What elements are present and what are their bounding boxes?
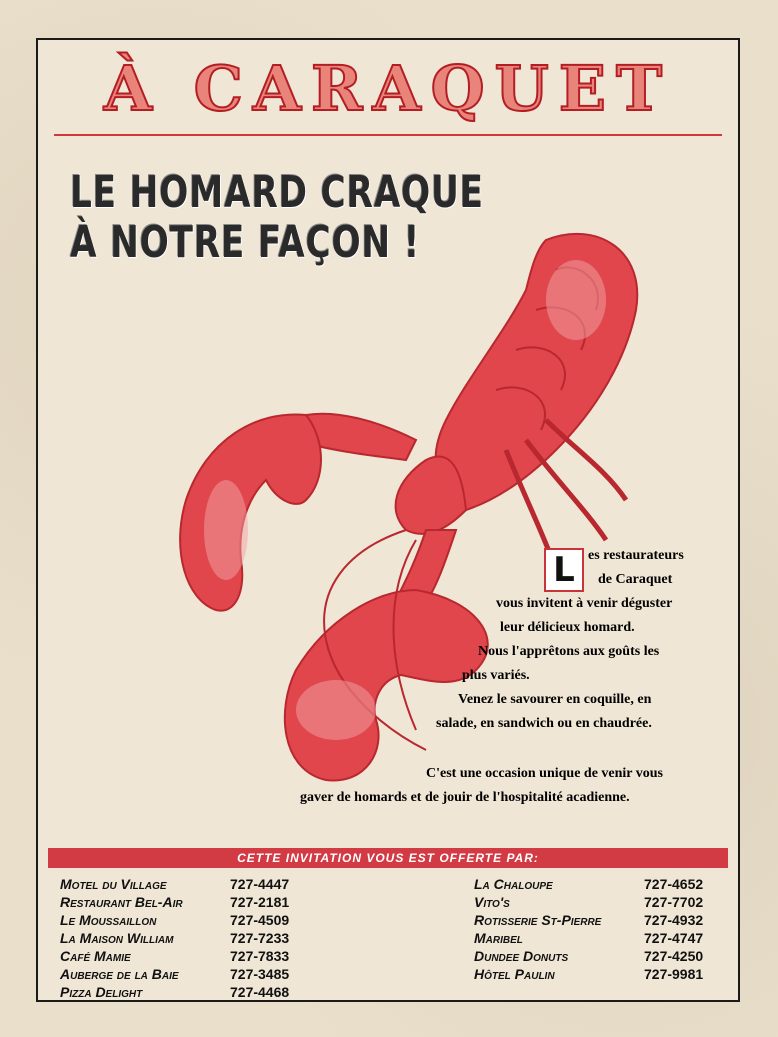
sponsor-row: [474, 948, 703, 966]
sponsor-phone: 727-9981: [644, 966, 704, 982]
masthead-title: À CARAQUET: [103, 52, 673, 125]
sponsor-name: Maribel: [474, 930, 523, 946]
sponsor-row: [60, 912, 289, 930]
sponsor-row: [474, 894, 703, 912]
sponsor-name: Dundee Donuts: [474, 948, 569, 964]
sponsor-list-left: [60, 876, 289, 1002]
sponsor-phone: 727-7233: [230, 930, 290, 946]
sponsor-name: Hôtel Paulin: [474, 966, 555, 982]
sponsor-name: Pizza Delight: [60, 984, 143, 1000]
sponsor-row: [60, 930, 289, 948]
sponsor-name: Le Moussaillon: [60, 912, 157, 928]
sponsor-row: [60, 876, 289, 894]
sponsor-phone: 727-4747: [644, 930, 704, 946]
sponsor-phone: 727-4652: [644, 876, 704, 892]
sponsor-phone: 727-4447: [230, 876, 290, 892]
sponsor-phone: 727-3485: [230, 966, 290, 982]
sponsor-name: Vito's: [474, 894, 510, 910]
sponsor-row: [60, 894, 289, 912]
sponsor-phone: 727-4932: [644, 912, 704, 928]
sponsor-name: Rotisserie St-Pierre: [474, 912, 602, 928]
sponsor-name: Restaurant Bel-Air: [60, 894, 183, 910]
dropcap: L: [544, 548, 584, 592]
body-line-1: es restaurateurs: [588, 548, 684, 563]
masthead-rule: [54, 134, 722, 136]
sponsor-phone: 727-4468: [230, 984, 290, 1000]
sponsor-phone: 727-4250: [644, 948, 704, 964]
sponsor-row: [474, 912, 703, 930]
headline-line-1: LE HOMARD CRAQUE: [70, 167, 484, 218]
sponsor-name: La Maison William: [60, 930, 174, 946]
body-line-9: C'est une occasion unique de venir vous: [426, 766, 663, 781]
body-line-6: plus variés.: [462, 668, 530, 683]
sponsor-name: La Chaloupe: [474, 876, 553, 892]
sponsor-row: [60, 948, 289, 966]
sponsor-row: [474, 876, 703, 894]
sponsor-phone: 727-7702: [644, 894, 704, 910]
sponsor-row: [60, 984, 289, 1002]
ad-frame: [36, 38, 740, 1002]
sponsor-list-right: [474, 876, 703, 984]
sponsor-name: Auberge de la Baie: [60, 966, 179, 982]
sponsor-row: [474, 930, 703, 948]
sponsor-banner: CETTE INVITATION VOUS EST OFFERTE PAR:: [48, 848, 728, 868]
sponsor-row: [60, 966, 289, 984]
sponsor-phone: 727-7833: [230, 948, 290, 964]
body-line-7: Venez le savourer en coquille, en: [458, 692, 652, 707]
body-line-10: gaver de homards et de jouir de l'hospitalité acadienne.: [300, 790, 630, 805]
sponsor-name: Motel du Village: [60, 876, 167, 892]
body-line-8: salade, en sandwich ou en chaudrée.: [436, 716, 652, 731]
body-line-5: Nous l'apprêtons aux goûts les: [478, 644, 660, 659]
body-line-3: vous invitent à venir déguster: [496, 596, 673, 611]
sponsor-phone: 727-2181: [230, 894, 290, 910]
body-line-2: de Caraquet: [598, 572, 673, 587]
headline-line-2: À NOTRE FAÇON !: [70, 217, 421, 268]
sponsor-name: Café Mamie: [60, 948, 131, 964]
sponsor-row: [474, 966, 703, 984]
sponsor-phone: 727-4509: [230, 912, 290, 928]
body-line-4: leur délicieux homard.: [500, 620, 635, 635]
